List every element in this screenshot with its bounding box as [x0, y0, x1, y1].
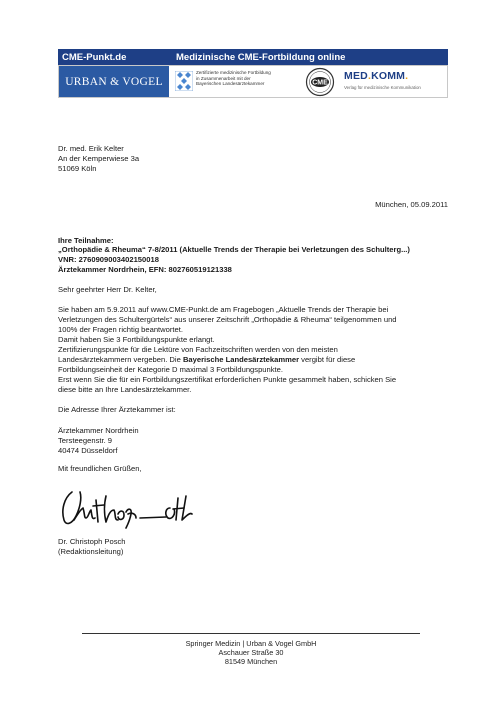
subject-vnr: VNR: 2760909003402150018	[58, 255, 159, 264]
urban-vogel-logo: URBAN & VOGEL	[59, 66, 169, 97]
bavarian-chamber-text: Zertifizierte medizinische Fortbildung in Zusammenarbeit mit der Bayerischen Landesärztekammer	[196, 70, 271, 87]
body-line: Damit haben Sie 3 Fortbildungspunkte erlangt.	[58, 335, 215, 344]
body-line: Fortbildungseinheit der Kategorie D maximal 3 Fortbildungspunkte.	[58, 365, 283, 374]
body-line: Zertifizierungspunkte für die Lektüre von Fachzeitschriften werden von den meisten	[58, 345, 338, 354]
closing: Mit freundlichen Grüßen,	[58, 464, 142, 473]
body-line: diese bitte an Ihre Landesärztekammer.	[58, 385, 192, 394]
recipient-city: 51069 Köln	[58, 164, 97, 173]
footer-street: Aschauer Straße 30	[218, 648, 284, 657]
chamber-intro: Die Adresse Ihrer Ärztekammer ist:	[58, 405, 176, 414]
salutation: Sehr geehrter Herr Dr. Kelter,	[58, 285, 157, 294]
cme-seal-icon	[302, 67, 338, 97]
chamber-city: 40474 Düsseldorf	[58, 446, 118, 455]
body-line-chamber: Landesärztekammern vergeben. Die Bayerische Landesärztekammer vergibt für diese	[58, 355, 356, 364]
body-line: Erst wenn Sie die für ein Fortbildungszertifikat erforderlichen Punkte gesammelt haben, schicken Sie	[58, 375, 397, 384]
cme-seal-text: CME	[312, 79, 328, 87]
footer-city: 81549 München	[224, 657, 278, 666]
body-line: Verletzungen des Schultergürtels“ aus unserer Zeitschrift „Orthopädie & Rheuma“ teilgenommen und	[58, 315, 397, 324]
recipient-street: An der Kemperwiese 3a	[58, 154, 140, 163]
body-line: 100% der Fragen richtig beantwortet.	[58, 325, 183, 334]
handwritten-signature	[58, 484, 198, 530]
subject-efn: Ärztekammer Nordrhein, EFN: 802760519121338	[58, 265, 232, 274]
medkomm-logo: MED.KOMM.	[344, 70, 409, 82]
chamber-name: Ärztekammer Nordrhein	[58, 426, 139, 435]
bavarian-chamber-name: Bayerische Landesärztekammer	[182, 355, 300, 364]
recipient-name: Dr. med. Erik Kelter	[58, 144, 124, 153]
header-logos	[58, 65, 448, 98]
site-name: CME-Punkt.de	[62, 51, 127, 63]
signer-role: (Redaktionsleitung)	[58, 547, 124, 556]
medkomm-subtitle: Verlag für medizinische Kommunikation	[344, 85, 421, 90]
subject-course: „Orthopädie & Rheuma“ 7-8/2011 (Aktuelle Trends der Therapie bei Verletzungen des Schulterg...)	[58, 245, 410, 254]
chamber-street: Tersteegenstr. 9	[58, 436, 113, 445]
subject-heading: Ihre Teilnahme:	[58, 236, 114, 245]
header-bar	[58, 49, 448, 65]
footer-company: Springer Medizin | Urban & Vogel GmbH	[185, 639, 317, 648]
footer-divider	[82, 633, 420, 634]
signer-name: Dr. Christoph Posch	[58, 537, 126, 546]
body-line: Sie haben am 5.9.2011 auf www.CME-Punkt.de am Fragebogen „Aktuelle Trends der Therapie bei	[58, 305, 389, 314]
bavarian-lozenge-icon	[175, 71, 193, 91]
letter-date: München, 05.09.2011	[375, 200, 448, 209]
header-tagline: Medizinische CME-Fortbildung online	[176, 51, 346, 63]
